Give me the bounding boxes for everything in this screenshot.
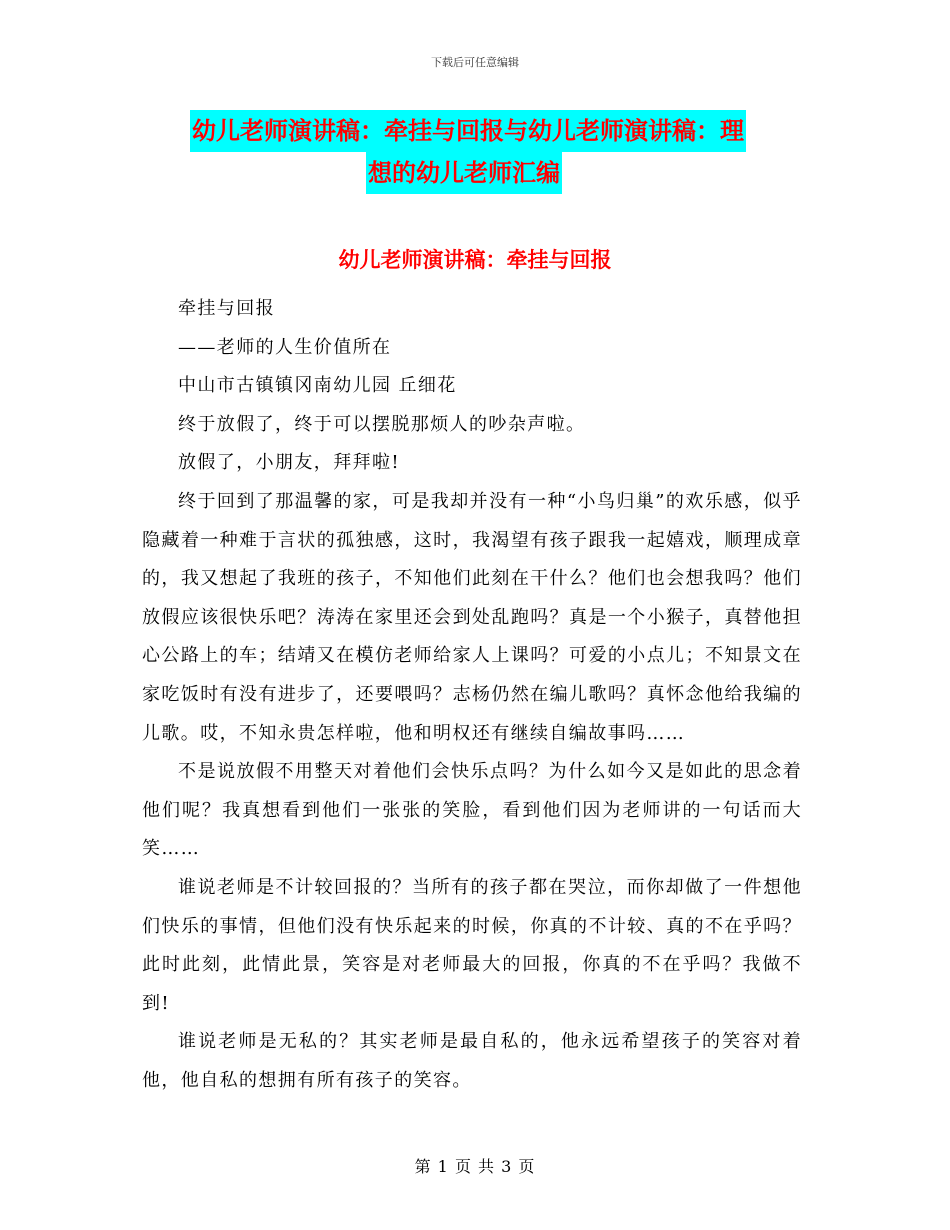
paragraph: 谁说老师是无私的？其实老师是最自私的，他永远希望孩子的笑容对着他，他自私的想拥有所有孩子的笑容。 <box>142 1031 802 1091</box>
paragraph: 终于回到了那温馨的家，可是我却并没有一种“小鸟归巢”的欢乐感，似乎隐藏着一种难于言状的孤独感，这时，我渴望有孩子跟我一起嬉戏，顺理成章的，我又想起了我班的孩子，不知他们此刻在干什么？他们也会想我吗？他们放假应该很快乐吧？涛涛在家里还会到处乱跑吗？真是一个小猴子，真替他担心公路上的车；结靖又在模仿老师给家人上课吗？可爱的小点儿；不知景文在家吃饭时有没有进步了，还要喂吗？志杨仍然在编儿歌吗？真怀念他给我编的儿歌。哎，不知永贵怎样啦，他和明权还有继续自编故事吗…… <box>142 490 802 744</box>
document-title-line-2: 想的幼儿老师汇编 <box>366 152 562 194</box>
paragraph: 牵挂与回报 <box>178 298 275 319</box>
paragraph: 放假了，小朋友，拜拜啦! <box>178 452 401 474</box>
document-title-line-1: 幼儿老师演讲稿：牵挂与回报与幼儿老师演讲稿：理 <box>190 110 746 152</box>
header-note: 下载后可任意编辑 <box>431 56 519 69</box>
document-body <box>142 290 802 1100</box>
page-indicator: 第 1 页 共 3 页 <box>414 1157 536 1176</box>
section-title: 幼儿老师演讲稿：牵挂与回报 <box>338 248 612 272</box>
paragraph: ——老师的人生价值所在 <box>178 336 392 358</box>
paragraph: 中山市古镇镇冈南幼儿园 丘细花 <box>178 375 457 397</box>
paragraph: 不是说放假不用整天对着他们会快乐点吗？为什么如今又是如此的思念着他们呢？我真想看到他们一张张的笑脸，看到他们因为老师讲的一句话而大笑…… <box>142 761 802 860</box>
paragraph: 谁说老师是不计较回报的？当所有的孩子都在哭泣，而你却做了一件想他们快乐的事情，但他们没有快乐起来的时候，你真的不计较、真的不在乎吗？此时此刻，此情此景，笑容是对老师最大的回报，你真的不在乎吗？我做不到! <box>142 876 802 1014</box>
paragraph: 终于放假了，终于可以摆脱那烦人的吵杂声啦。 <box>178 413 586 435</box>
document-title <box>190 110 810 194</box>
